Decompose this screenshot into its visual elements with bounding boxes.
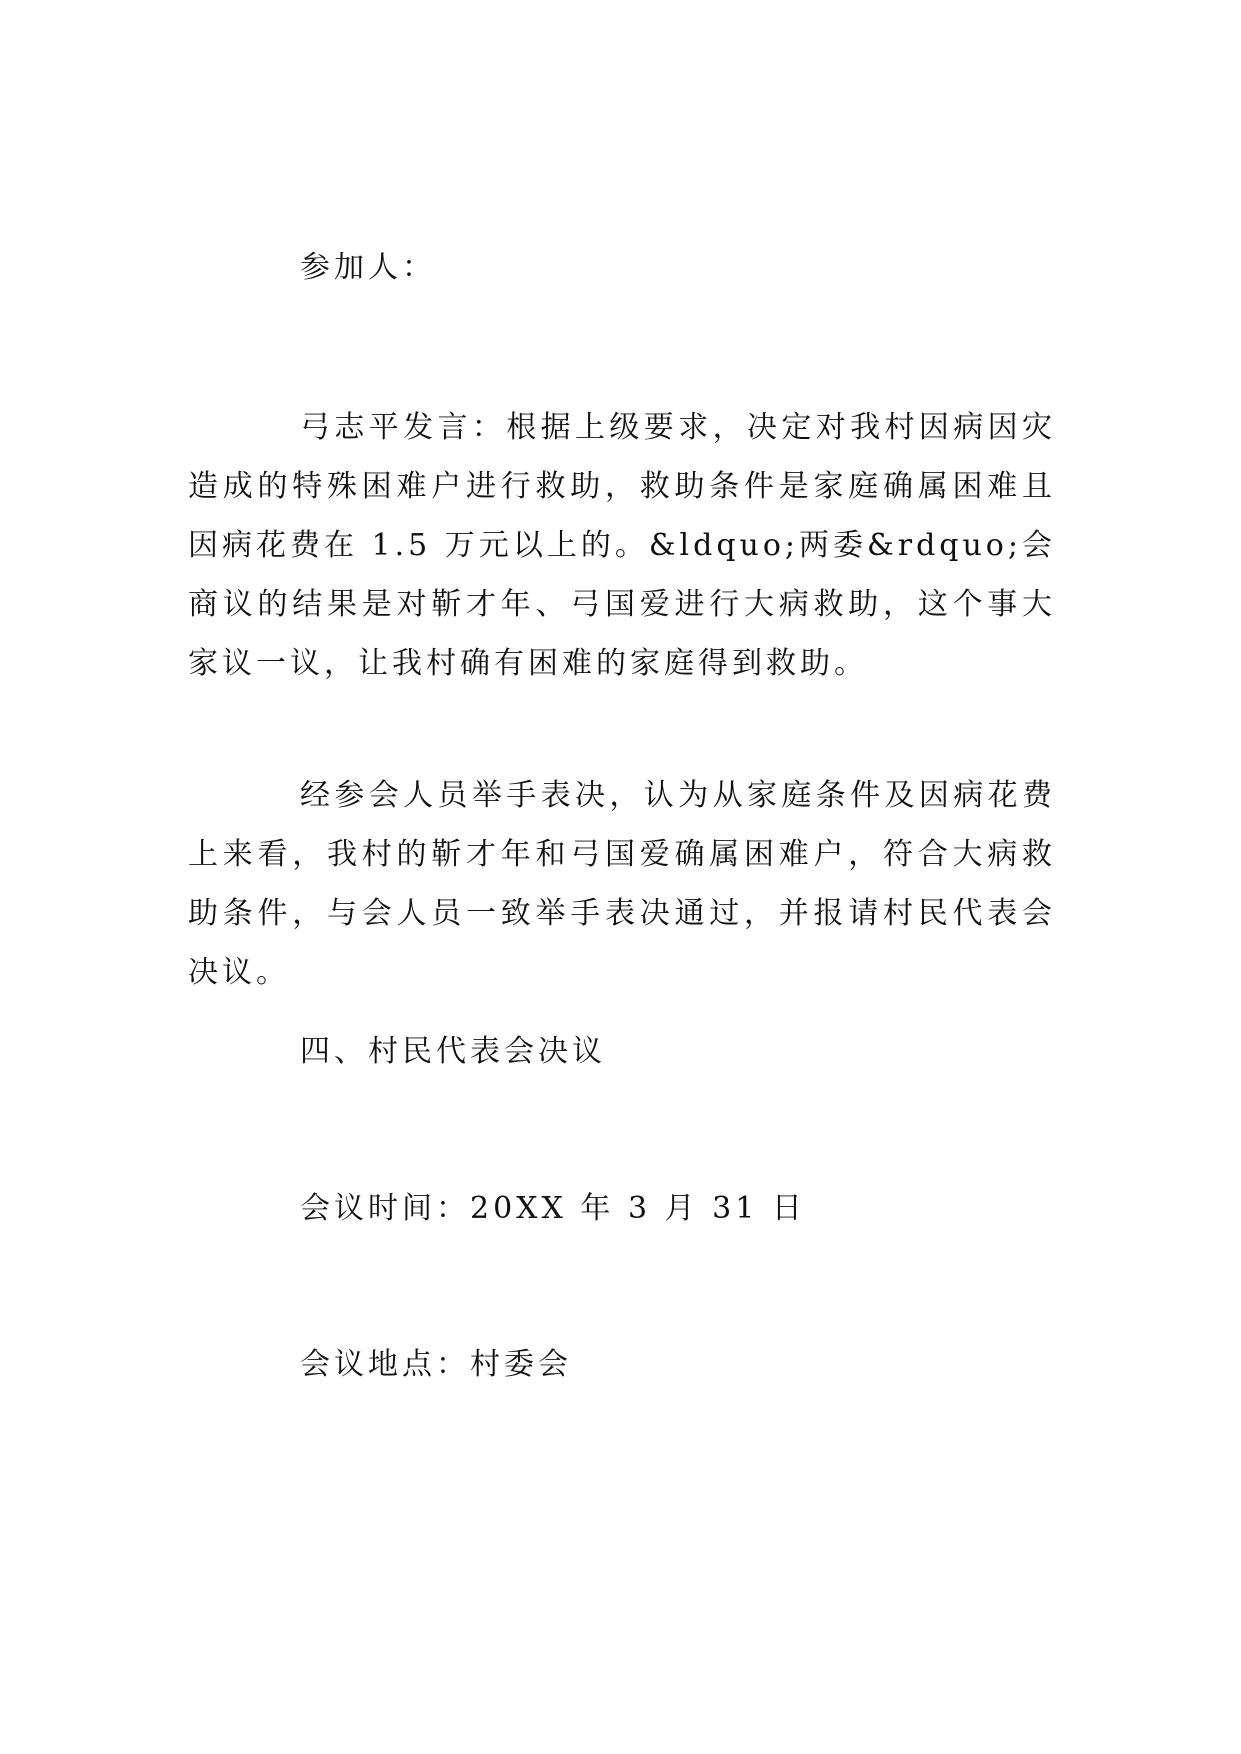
meeting-time: 会议时间：20XX 年 3 月 31 日	[300, 1191, 806, 1226]
attendees-label: 参加人：	[300, 250, 436, 285]
vote-paragraph: 经参会人员举手表决，认为从家庭条件及因病花费上来看，我村的靳才年和弓国爱确属困难户，符合大病救助条件，与会人员一致举手表决通过，并报请村民代表会决议。	[188, 778, 1056, 990]
section-heading: 四、村民代表会决议	[300, 1034, 606, 1069]
meeting-place: 会议地点：村委会	[300, 1347, 572, 1382]
speech-paragraph: 弓志平发言：根据上级要求，决定对我村因病因灾造成的特殊困难户进行救助，救助条件是家庭确属困难且因病花费在 1.5 万元以上的。&ldquo;两委&rdquo;会商议的结果是对靳才年、弓国爱进行大病救助，这个事大家议一议，让我村确有困难的家庭得到救助。	[188, 410, 1056, 681]
